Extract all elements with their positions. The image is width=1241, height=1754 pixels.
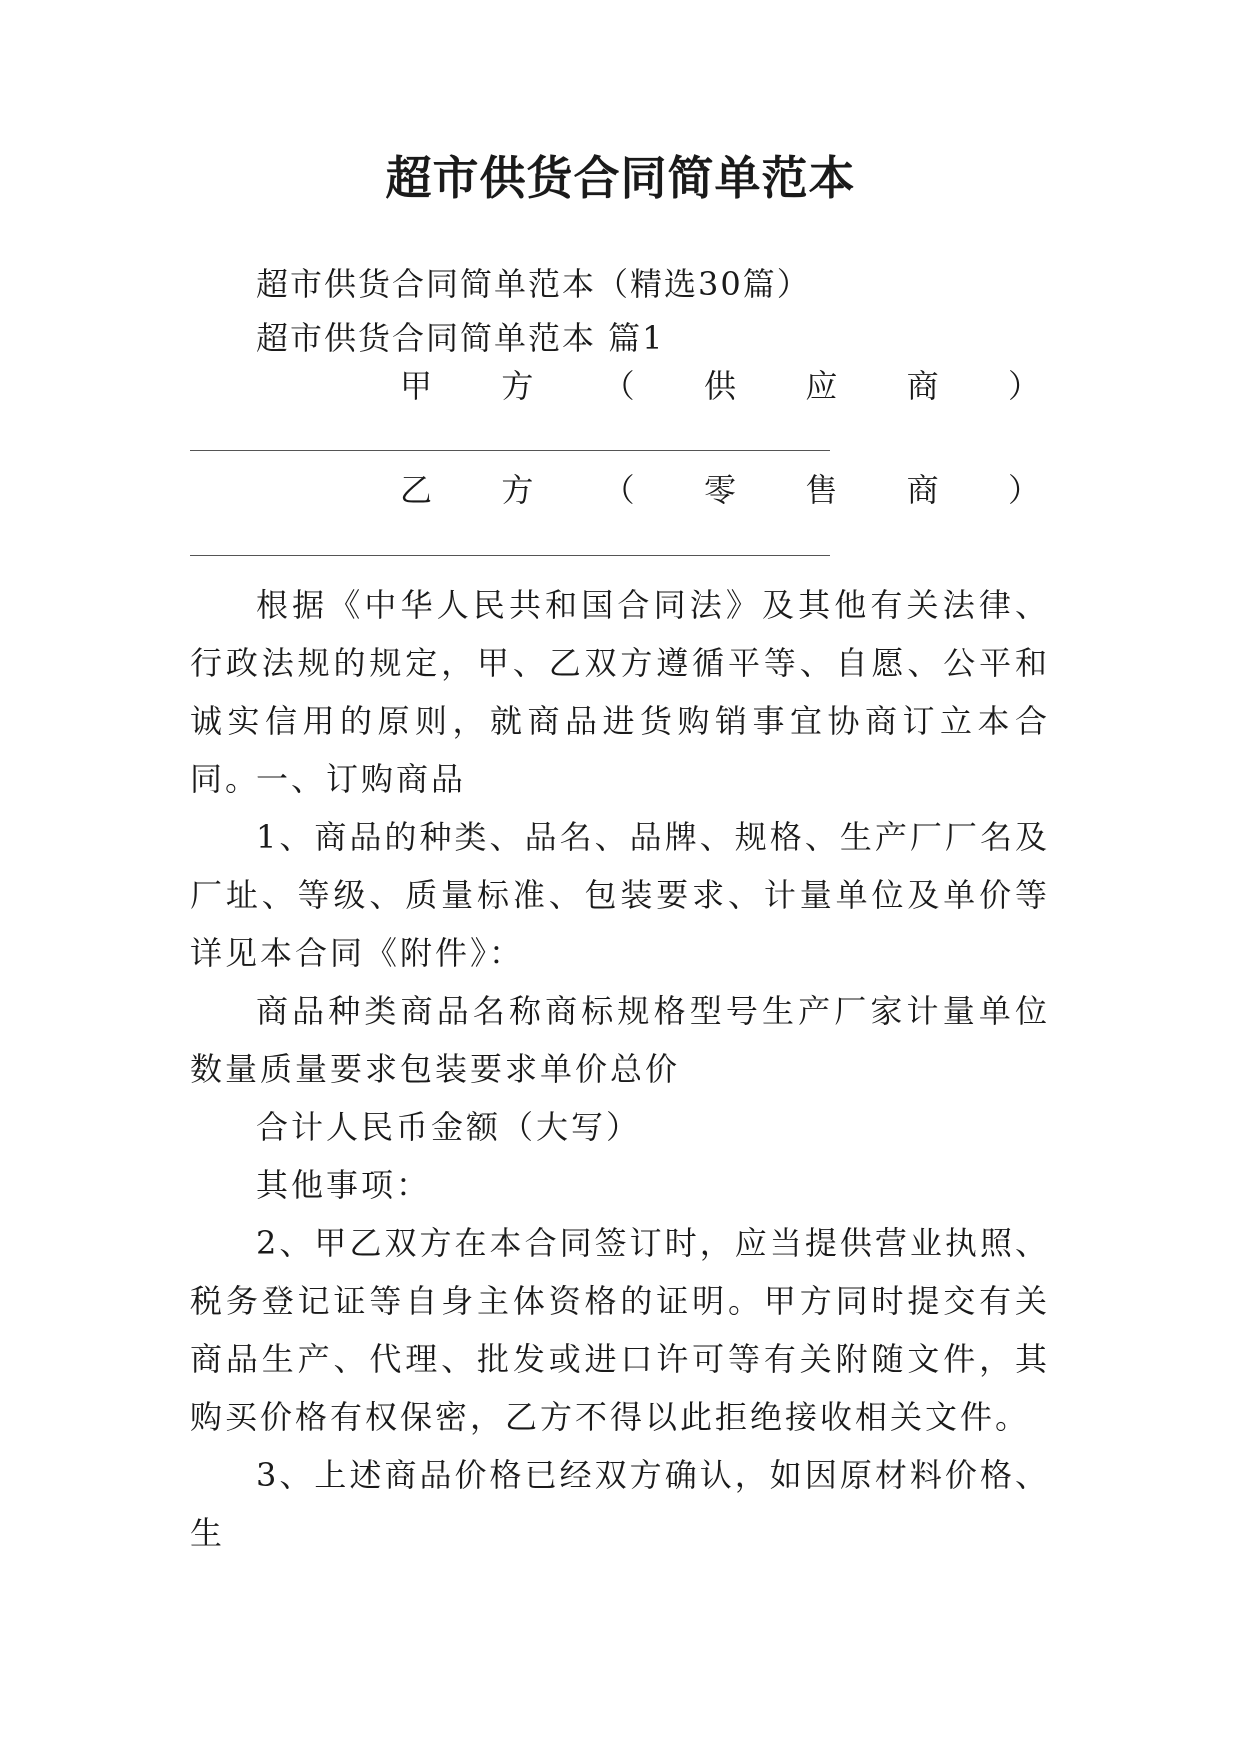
party-b-char: ） — [1007, 471, 1040, 509]
party-a-label — [400, 366, 1040, 406]
paragraph-other: 其他事项： — [256, 1166, 432, 1204]
party-b-char: 零 — [703, 471, 736, 509]
party-b-blank-line — [190, 555, 830, 556]
party-b-char: 方 — [501, 471, 534, 509]
paragraph-clause-1: 1、商品的种类、品名、品牌、规格、生产厂厂名及厂址、等级、质量标准、包装要求、计量单位及单价等详见本合同《附件》： — [190, 818, 1050, 972]
paragraph-heading-order: 一、订购商品 — [256, 760, 467, 798]
party-b-char: 乙 — [400, 471, 433, 509]
party-a-char: ） — [1007, 367, 1040, 405]
party-a-char: 商 — [906, 367, 939, 405]
party-b-char: （ — [602, 471, 635, 509]
party-a-char: 供 — [703, 367, 736, 405]
document-title: 超市供货合同简单范本 — [385, 151, 856, 205]
paragraph-item-list: 商品种类商品名称商标规格型号生产厂家计量单位数量质量要求包装要求单价总价 — [190, 992, 1050, 1088]
paragraph-total: 合计人民币金额（大写） — [256, 1108, 642, 1146]
party-a-char: 应 — [805, 367, 838, 405]
party-b-char: 商 — [906, 471, 939, 509]
party-b-char: 售 — [805, 471, 838, 509]
party-a-char: （ — [602, 367, 635, 405]
paragraph-preamble: 根据《中华人民共和国合同法》及其他有关法律、行政法规的规定，甲、乙双方遵循平等、自愿、公平和诚实信用的原则，就商品进货购销事宜协商订立本合同。 — [190, 586, 1050, 798]
section-heading: 超市供货合同简单范本 篇1 — [256, 319, 665, 357]
party-a-char: 甲 — [400, 367, 433, 405]
party-a-blank-line — [190, 450, 830, 451]
paragraph-clause-3: 3、上述商品价格已经双方确认，如因原材料价格、生 — [190, 1456, 1050, 1552]
paragraph-clause-2: 2、甲乙双方在本合同签订时，应当提供营业执照、税务登记证等自身主体资格的证明。甲方同时提交有关商品生产、代理、批发或进口许可等有关附随文件，其购买价格有权保密，乙方不得以此拒绝接收相关文件。 — [190, 1224, 1050, 1436]
subtitle: 超市供货合同简单范本（精选30篇） — [256, 265, 811, 303]
party-b-label — [400, 470, 1040, 510]
party-a-char: 方 — [501, 367, 534, 405]
